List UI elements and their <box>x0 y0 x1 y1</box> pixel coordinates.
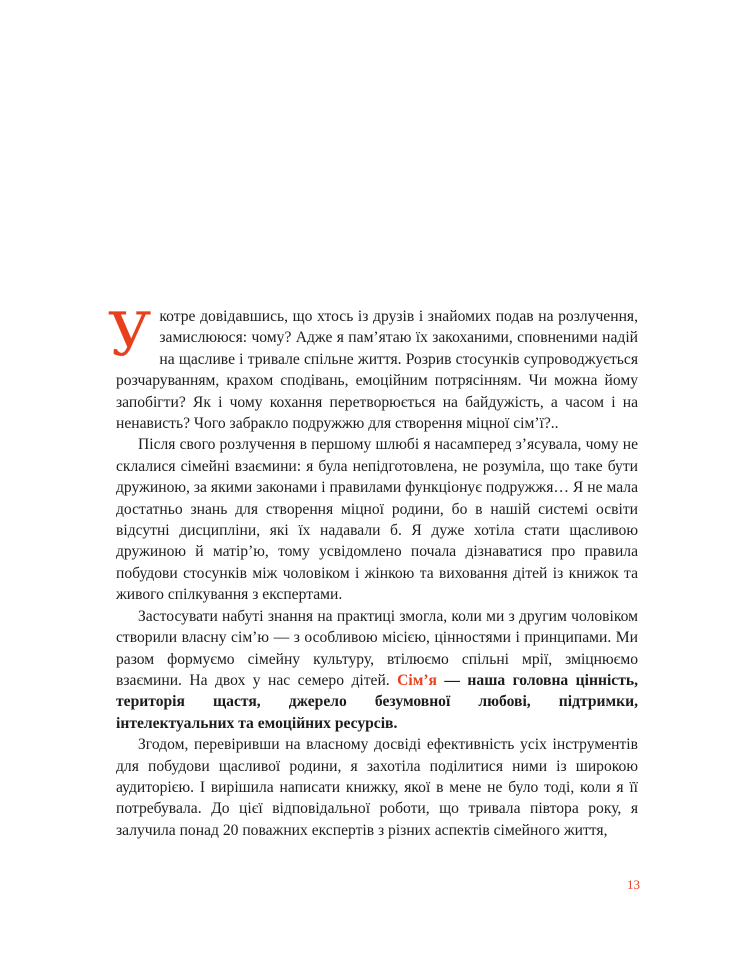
page-number: 13 <box>627 877 640 892</box>
paragraph-1-text: котре довідавшись, що хтось із друзів і знайомих подав на розлучення, замислююся: чому? Адже я пам’ятаю їх закоханими, сповненими надій на щасливе і тривале спільне життя. Розрив стосунків супроводжується розчаруванням, крахом сподівань, емоційним потрясінням. Чи можна йому запобігти? Як і чому кохання перетворюється на байдужість, а часом і на ненависть? Чого забракло подружжю для створення міцної сім’ї?.. <box>116 308 638 433</box>
paragraph-2: Після свого розлучення в першому шлюбі я насамперед з’ясувала, чому не склалися сімейні взаємини: я була непідготовлена, не розуміла, що таке бути дружиною, за якими законами і правилами функціонує подружжя… Я не мала достатньо знань для створення міцної родини, бо в нашій системі освіти відсутні дисципліни, які їх надавали б. Я дуже хотіла стати щасливою дружиною й матір’ю, тому усвідомлено почала дізнаватися про правила побудови стосунків між чоловіком і жінкою та виховання дітей із книжок та живого спілкування з експертами. <box>116 436 638 604</box>
drop-cap: У <box>108 300 152 370</box>
highlight-word: Сім’я <box>397 671 437 689</box>
paragraph-4: Згодом, перевіривши на власному досвіді ефективність усіх інструментів для побудови щасливої родини, я захотіла поділитися ними із широкою аудиторією. І вирішила написати книжку, якої в мене не було тоді, коли я її потребувала. До цієї відповідальної роботи, що тривала півтора року, я залучила понад 20 поважних експертів з різних аспектів сімейного життя, <box>116 736 638 839</box>
bold-statement: — наша головна цінність, територія щастя, джерело безумовної любові, підтримки, інтелектуальних та емоційних ресурсів. <box>116 671 639 732</box>
body-text <box>108 300 639 841</box>
paragraph-3 <box>116 606 638 734</box>
paragraph-1 <box>108 300 638 434</box>
paragraph-3-text: Застосувати набуті знання на практиці змогла, коли ми з другим чоловіком створили власну сім’ю — з особливою місією, цінностями і принципами. Ми разом формуємо сімейну культуру, втілюємо спільні мрії, зміцнюємо взаємини. На двох у нас семеро дітей. <box>116 607 638 689</box>
